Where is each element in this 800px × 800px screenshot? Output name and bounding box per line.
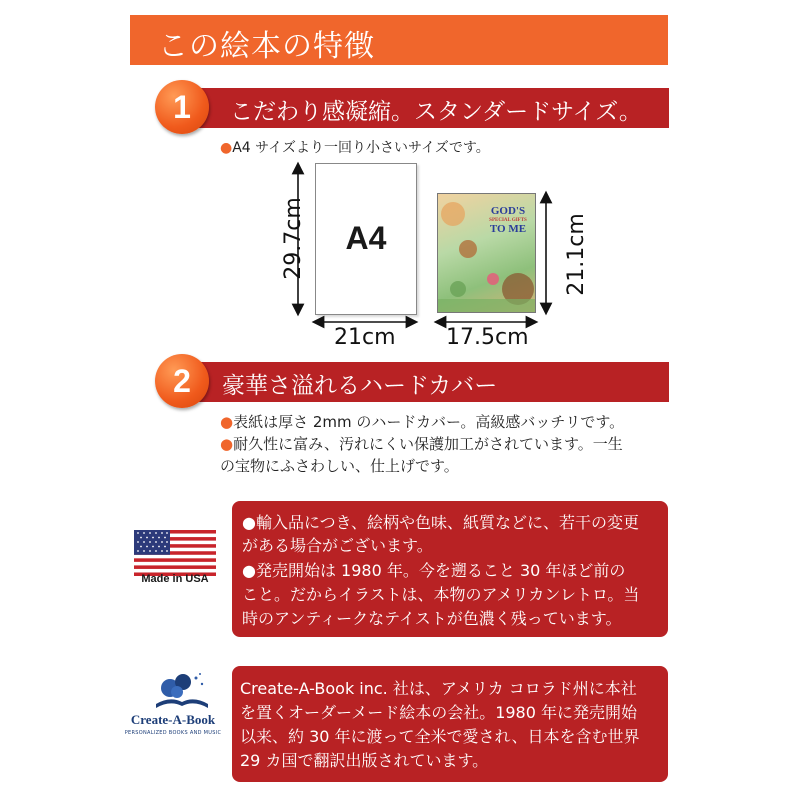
import-notice-line-3: ●発売開始は 1980 年。今を遡ること 30 年ほど前の xyxy=(242,561,626,580)
company-info-box xyxy=(232,666,668,782)
a4-height-label: 29.7cm xyxy=(280,197,306,280)
company-info-line-3: 以来、約 30 年に渡って全米で愛され、日本を含む世界 xyxy=(240,727,640,746)
create-a-book-logo-text: Create-A-Book xyxy=(130,712,216,727)
feature-1-title: こだわり感凝縮。スタンダードサイズ。 xyxy=(230,99,642,125)
book-cover-image xyxy=(437,193,536,313)
import-notice-box xyxy=(232,501,668,637)
a4-label: A4 xyxy=(345,220,387,256)
book-width-label: 17.5cm xyxy=(446,325,529,350)
feature-2-bullet-2-line-2: の宝物にふさわしい、仕上げです。 xyxy=(220,457,459,475)
feature-1-bullet-text: A4 サイズより一回り小さいサイズです。 xyxy=(232,140,490,156)
book-title-line-1: GOD'S xyxy=(490,205,526,217)
create-a-book-logo-tagline: PERSONALIZED BOOKS AND MUSIC xyxy=(124,730,222,736)
a4-width-label: 21cm xyxy=(334,325,396,350)
import-notice-line-5: 時のアンティークなテイストが色濃く残っています。 xyxy=(242,609,622,628)
import-notice-line-4: こと。だからイラストは、本物のアメリカンレトロ。当 xyxy=(242,585,640,604)
feature-2-bullet-2 xyxy=(220,433,623,454)
company-info-line-4: 29 カ国で翻訳出版されています。 xyxy=(240,751,489,770)
feature-2-number-badge: 2 xyxy=(155,354,209,408)
made-in-usa-label: Made in USA xyxy=(141,573,209,585)
feature-2-bullet-1 xyxy=(220,411,624,432)
book-height-label: 21.1cm xyxy=(563,213,589,296)
bullet-dot: ● xyxy=(220,140,233,156)
create-a-book-logo-icon xyxy=(150,668,214,712)
book-title-line-2: SPECIAL GIFTS xyxy=(489,218,527,223)
bullet-dot: ● xyxy=(220,413,234,431)
company-info-line-2: を置くオーダーメード絵本の会社。1980 年に発売開始 xyxy=(240,703,638,722)
feature-2-title: 豪華さ溢れるハードカバー xyxy=(222,373,498,399)
feature-2-bullet-2-cont xyxy=(220,455,459,476)
book-title-line-3: TO ME xyxy=(489,223,527,235)
feature-1-number-badge: 1 xyxy=(155,80,209,134)
bullet-dot: ● xyxy=(220,435,234,453)
usa-flag-icon xyxy=(134,530,216,576)
feature-2-bullet-2-line-1: 耐久性に富み、汚れにくい保護加工がされています。一生 xyxy=(233,435,623,453)
import-notice-line-2: がある場合がございます。 xyxy=(242,536,433,555)
import-notice-line-1: ●輸入品につき、絵柄や色味、紙質などに、若干の変更 xyxy=(242,513,640,532)
section-title: この絵本の特徴 xyxy=(158,29,375,64)
company-info-line-1: Create-A-Book inc. 社は、アメリカ コロラド州に本社 xyxy=(240,679,637,698)
feature-2-bullet-1-text: 表紙は厚さ 2mm のハードカバー。高級感バッチリです。 xyxy=(233,413,625,431)
